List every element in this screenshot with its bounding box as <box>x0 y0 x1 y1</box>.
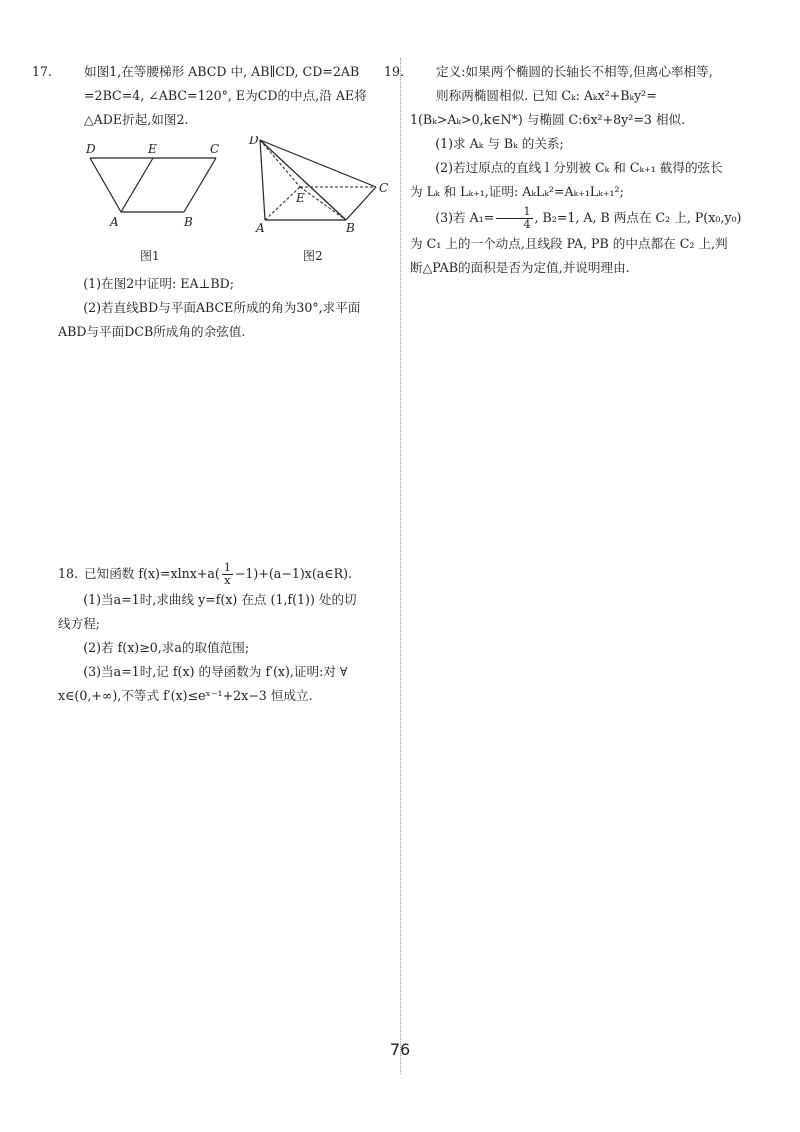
fig2-edge-eb <box>300 187 346 220</box>
q18-part3-line1: (3)当a=1时,记 f(x) 的导函数为 f′(x),证明:对 ∀ <box>83 664 348 679</box>
q17-number: 17. <box>32 64 53 79</box>
q19-part3-after: , B₂=1, A, B 两点在 C₂ 上, P(x₀,y₀) <box>534 210 742 225</box>
q18-fraction <box>222 562 233 587</box>
q18-part2: (2)若 f(x)≥0,求a的取值范围; <box>83 640 250 655</box>
q19-part3-line2: 为 C₁ 上的一个动点,且线段 PA, PB 的中点都在 C₂ 上,判 <box>410 236 728 251</box>
fig2-edge-db <box>260 140 346 220</box>
fig2-edge-de <box>260 140 300 187</box>
fig1-label-b: B <box>184 215 193 229</box>
fig2-caption: 图2 <box>303 249 323 263</box>
question-17 <box>32 60 388 344</box>
q17-intro-line3: △ADE折起,如图2. <box>84 112 189 127</box>
q17-part2-line2: ABD与平面DCB所成角的余弦值. <box>58 324 246 339</box>
q19-frac-den: 4 <box>523 218 531 231</box>
q18-part1-line2: 线方程; <box>58 616 101 631</box>
q18-number: 18. <box>58 566 79 581</box>
fig2-edge-bc <box>346 187 376 220</box>
q18-stem <box>58 560 388 588</box>
q19-line2: 则称两椭圆相似. 已知 Cₖ: Aₖx²+Bₖy²= <box>436 88 657 103</box>
q19-frac-num: 1 <box>496 206 532 219</box>
fig1-label-a: A <box>110 215 119 229</box>
q19-fraction <box>496 206 532 231</box>
q19-part2-line1: (2)若过原点的直线 l 分别被 Cₖ 和 Cₖ₊₁ 截得的弦长 <box>435 160 723 175</box>
question-18 <box>58 560 388 708</box>
fig2-edge-dc <box>260 140 376 187</box>
fig1-edge-bc <box>184 158 216 212</box>
q17-intro-line1: 如图1,在等腰梯形 ABCD 中, AB∥CD, CD=2AB <box>84 64 360 79</box>
fig2-label-e: E <box>296 191 305 205</box>
fig2-label-d: D <box>249 136 259 147</box>
q19-line1: 定义:如果两个椭圆的长轴长不相等,但离心率相等, <box>436 64 713 79</box>
fig1-label-e: E <box>148 142 157 156</box>
figure-1 <box>85 142 219 229</box>
fig2-edge-da <box>260 140 265 220</box>
figure-2 <box>248 136 388 235</box>
q19-stem <box>384 60 748 108</box>
fig1-label-c: C <box>210 142 220 156</box>
page-number: 76 <box>389 1040 411 1059</box>
q19-number: 19. <box>384 64 405 79</box>
q18-part1-line1: (1)当a=1时,求曲线 y=f(x) 在点 (1,f(1)) 处的切 <box>83 592 357 607</box>
fig2-label-b: B <box>346 221 355 235</box>
q19-part3-line1 <box>410 204 748 232</box>
q19-part2-line2: 为 Lₖ 和 Lₖ₊₁,证明: AₖLₖ²=Aₖ₊₁Lₖ₊₁²; <box>410 184 624 199</box>
q18-part3-line2: x∈(0,+∞),不等式 f′(x)≤eˣ⁻¹+2x−3 恒成立. <box>58 688 313 703</box>
fig1-label-d: D <box>86 142 96 156</box>
q18-frac-num: 1 <box>223 561 231 574</box>
q18-stem-after: −1)+(a−1)x(a∈R). <box>234 566 353 581</box>
q18-stem-before: 已知函数 f(x)=xlnx+a( <box>84 566 220 581</box>
question-19 <box>384 60 748 280</box>
q18-frac-den: x <box>224 574 231 587</box>
q19-line3: 1(Bₖ>Aₖ>0,k∈N*) 与椭圆 C:6x²+8y²=3 相似. <box>410 112 686 127</box>
fig1-caption: 图1 <box>140 249 160 263</box>
q17-figure-svg <box>58 136 388 266</box>
fig1-edge-da <box>90 158 121 212</box>
fig1-edge-ae <box>121 158 153 212</box>
fig2-edge-ae <box>265 187 300 220</box>
fig2-label-c: C <box>379 181 388 195</box>
q17-intro <box>32 60 388 132</box>
q17-intro-line2: =2BC=4, ∠ABC=120°, E为CD的中点,沿 AE将 <box>84 88 367 103</box>
fig2-label-a: A <box>256 221 265 235</box>
column-divider <box>400 58 401 1074</box>
q19-part3-line3: 断△PAB的面积是否为定值,并说明理由. <box>410 260 630 275</box>
q17-part2-line1: (2)若直线BD与平面ABCE所成的角为30°,求平面 <box>83 300 361 315</box>
q19-part3-before: (3)若 A₁= <box>435 210 495 225</box>
q19-part1: (1)求 Aₖ 与 Bₖ 的关系; <box>435 136 564 151</box>
q17-figures <box>58 136 388 266</box>
q17-part1: (1)在图2中证明: EA⊥BD; <box>83 276 234 291</box>
